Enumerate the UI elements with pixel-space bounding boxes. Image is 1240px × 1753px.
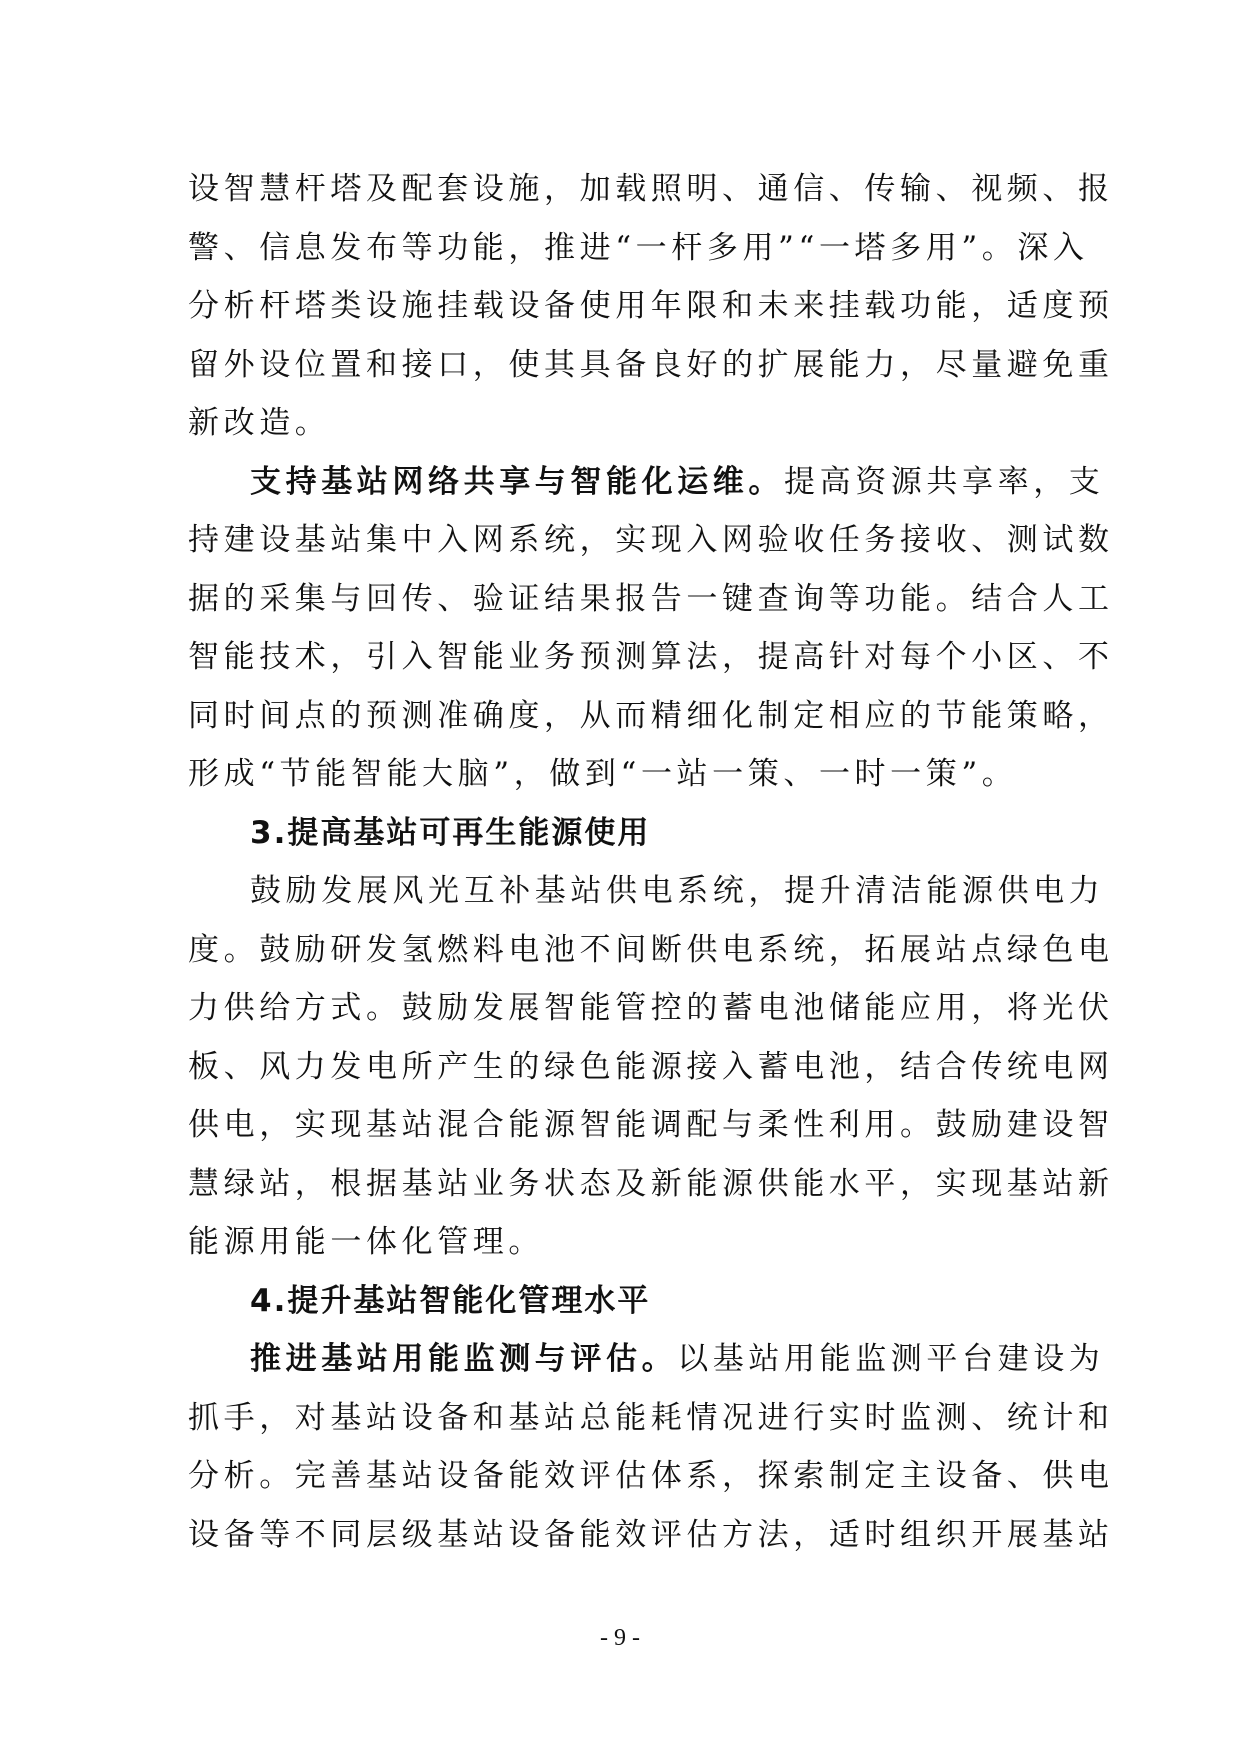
text-line: 板、风力发电所产生的绿色能源接入蓄电池，结合传统电网 xyxy=(188,1048,1114,1085)
document-body xyxy=(188,160,1114,1564)
paragraph-first-line xyxy=(188,453,1105,512)
text-line: 新改造。 xyxy=(188,405,331,441)
paragraph-lead-bold: 推进基站用能监测与评估。 xyxy=(250,1341,678,1377)
text-line: 据的采集与回传、验证结果报告一键查询等功能。结合人工 xyxy=(188,580,1114,617)
text-line: 警、信息发布等功能，推进“一杆多用”“一塔多用”。深入 xyxy=(188,229,1089,266)
text-line: 设智慧杆塔及配套设施，加载照明、通信、传输、视频、报 xyxy=(188,171,1114,207)
paragraph-text: 提高资源共享率，支 xyxy=(784,463,1105,500)
paragraph-lead-bold: 支持基站网络共享与智能化运维。 xyxy=(250,463,784,500)
page-number: - 9 - xyxy=(600,1625,640,1651)
text-line: 智能技术，引入智能业务预测算法，提高针对每个小区、不 xyxy=(188,639,1114,675)
text-line: 分析杆塔类设施挂载设备使用年限和未来挂载功能，适度预 xyxy=(188,288,1114,324)
text-line: 能源用能一体化管理。 xyxy=(188,1224,544,1260)
text-line: 形成“节能智能大脑”，做到“一站一策、一时一策”。 xyxy=(188,756,1018,792)
text-line: 分析。完善基站设备能效评估体系，探索制定主设备、供电 xyxy=(188,1458,1114,1494)
text-line: 度。鼓励研发氢燃料电池不间断供电系统，拓展站点绿色电 xyxy=(188,931,1114,968)
text-line: 供电，实现基站混合能源智能调配与柔性利用。鼓励建设智 xyxy=(188,1107,1114,1143)
section-heading: 4.提升基站智能化管理水平 xyxy=(250,1282,651,1319)
text-line: 同时间点的预测准确度，从而精细化制定相应的节能策略， xyxy=(188,697,1114,734)
text-line: 留外设位置和接口，使其具备良好的扩展能力，尽量避免重 xyxy=(188,346,1114,383)
text-line: 慧绿站，根据基站业务状态及新能源供能水平，实现基站新 xyxy=(188,1165,1114,1202)
text-line: 设备等不同层级基站设备能效评估方法，适时组织开展基站 xyxy=(188,1516,1114,1553)
text-line: 抓手，对基站设备和基站总能耗情况进行实时监测、统计和 xyxy=(188,1399,1114,1436)
text-line: 力供给方式。鼓励发展智能管控的蓄电池储能应用，将光伏 xyxy=(188,990,1114,1026)
text-line: 持建设基站集中入网系统，实现入网验收任务接收、测试数 xyxy=(188,522,1114,558)
paragraph-text: 以基站用能监测平台建设为 xyxy=(677,1341,1105,1377)
paragraph-first-line xyxy=(188,1330,1105,1389)
paragraph-first-line: 鼓励发展风光互补基站供电系统，提升清洁能源供电力 xyxy=(250,873,1105,909)
section-heading: 3.提高基站可再生能源使用 xyxy=(250,814,651,851)
